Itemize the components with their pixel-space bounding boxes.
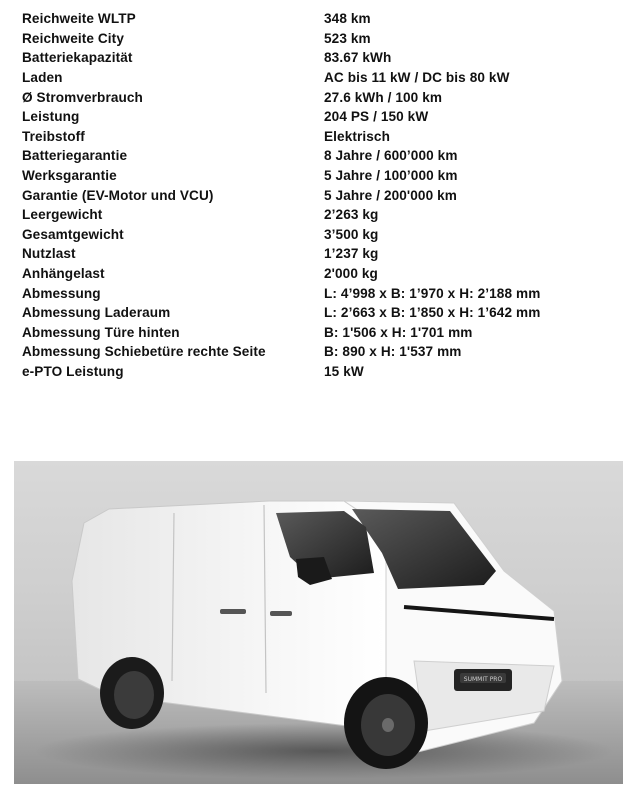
spec-label: Batteriekapazität: [22, 50, 133, 66]
spec-row: [22, 87, 622, 107]
spec-label: Laden: [22, 70, 63, 86]
spec-label: Leergewicht: [22, 207, 103, 223]
spec-label: Abmessung Laderaum: [22, 305, 171, 321]
spec-label: Treibstoff: [22, 128, 85, 144]
spec-label: Reichweite WLTP: [22, 11, 136, 27]
spec-label: e-PTO Leistung: [22, 363, 124, 379]
spec-value: 8 Jahre / 600’000 km: [324, 148, 458, 164]
spec-row: [22, 323, 622, 343]
spec-row: [22, 362, 622, 382]
spec-row: [22, 127, 622, 147]
spec-row: [22, 283, 622, 303]
spec-row: [22, 264, 622, 284]
spec-row: [22, 342, 622, 362]
door-handle: [220, 609, 246, 614]
spec-label: Batteriegarantie: [22, 148, 128, 164]
badge-text: SUMMIT PRO: [463, 676, 503, 683]
spec-value: L: 2’663 x B: 1’850 x H: 1’642 mm: [324, 305, 541, 321]
spec-value: 15 kW: [324, 363, 364, 379]
spec-row: [22, 303, 622, 323]
spec-label: Abmessung: [22, 285, 101, 301]
spec-value: 83.67 kWh: [324, 50, 392, 66]
spec-value: 348 km: [324, 11, 371, 27]
spec-value: L: 4’998 x B: 1’970 x H: 2’188 mm: [324, 285, 541, 301]
spec-row: [22, 48, 622, 68]
spec-label: Garantie (EV-Motor und VCU): [22, 187, 214, 203]
spec-label: Gesamtgewicht: [22, 226, 124, 242]
spec-value: B: 890 x H: 1'537 mm: [324, 344, 462, 360]
spec-value: B: 1'506 x H: 1'701 mm: [324, 324, 473, 340]
front-hub: [382, 718, 394, 732]
spec-value: 3’500 kg: [324, 226, 379, 242]
spec-label: Leistung: [22, 109, 80, 125]
spec-value: 5 Jahre / 100’000 km: [324, 168, 458, 184]
spec-row: [22, 9, 622, 29]
spec-label: Anhängelast: [22, 266, 105, 282]
spec-value: 523 km: [324, 30, 371, 46]
spec-value: 2'000 kg: [324, 266, 378, 282]
spec-value: Elektrisch: [324, 128, 390, 144]
spec-label: Abmessung Türe hinten: [22, 324, 180, 340]
spec-table: [22, 9, 622, 381]
spec-value: 204 PS / 150 kW: [324, 109, 429, 125]
spec-value: 1’237 kg: [324, 246, 379, 262]
spec-row: [22, 205, 622, 225]
rear-rim: [114, 671, 154, 719]
spec-label: Ø Stromverbrauch: [22, 89, 143, 105]
spec-value: 5 Jahre / 200'000 km: [324, 187, 457, 203]
spec-row: [22, 185, 622, 205]
spec-row: [22, 244, 622, 264]
van-shadow: [34, 723, 614, 779]
spec-label: Abmessung Schiebetüre rechte Seite: [22, 344, 266, 360]
spec-row: [22, 225, 622, 245]
spec-row: [22, 107, 622, 127]
spec-label: Werksgarantie: [22, 168, 117, 184]
spec-label: Reichweite City: [22, 30, 124, 46]
van-photo: [14, 461, 623, 784]
spec-value: 2’263 kg: [324, 207, 379, 223]
spec-value: 27.6 kWh / 100 km: [324, 89, 443, 105]
electric-van-illustration: [14, 461, 623, 784]
spec-row: [22, 146, 622, 166]
spec-row: [22, 166, 622, 186]
spec-label: Nutzlast: [22, 246, 76, 262]
spec-value: AC bis 11 kW / DC bis 80 kW: [324, 70, 510, 86]
door-handle: [270, 611, 292, 616]
spec-row: [22, 68, 622, 88]
spec-row: [22, 29, 622, 49]
